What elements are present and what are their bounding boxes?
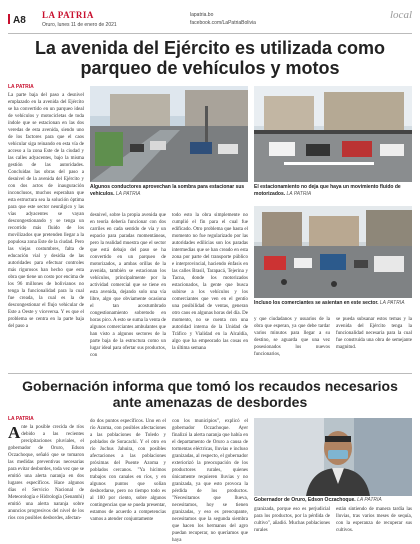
article-divider (8, 373, 412, 374)
article2-photo-governor (254, 418, 412, 496)
social-web: lapatria.bo (190, 12, 214, 18)
article1-column-4: y que ciudadanos y usuarios de la obra que esperan, ya que debe tardar varios minutos para llegar a su destino, se aguarda que una vez posesionados los nuevos funcionarios, (254, 317, 330, 357)
article1-column-3: todo esto la obra simplemente no cumplió el fin para el cual fue edificado. Otro problema que hasta el momento no fue regularizado por las autoridades edilicias son los paradas intermedias que se han creado en esta zona por parte del transporte público e interprovincial, haciendo énfasis en las calles Brasil, Tarapacá, Tejerina y Tacna, donde los motorizados estacionados, la gente que busca subirse a los vehículos y los comerciantes que ven en el gentío una posibilidad de ventas, generan otro caos en algunas horas del día. De momento, no se cuenta con una autoridad interna de la Unidad de Tráfico y Vialidad en la Alcaldía, algo que ha empeorado las cosas en la última semana (172, 213, 248, 351)
article1-column-2: desnivel, sobre la propia avenida que en teoría debería funcionar con dos carriles en cada sentido de vía y un espacio para paradas momentáneas, pero la realidad muestra que el sector que está debajo del paso se ha convertido en un parqueo de motorizados, a ambas orillas de la avenida, también se estacionan los vehículos, principalmente por la actividad comercial que se tiene en esta avenida, dejando solo una vía libre, algo que obviamente ocasiona el tan acostumbrado congestionamiento sobretodo en horas pico. A esto se suma la venta de algunos comerciantes ambulantes que han visto a algunos sectores de la parte baja de la estructura como un lugar ideal para ofertar sus productos, con (90, 213, 166, 358)
article2-byline: LA PATRIA (8, 416, 34, 422)
article1-headline: La avenida del Ejército es utilizada como parqueo de vehículos y motos (34, 38, 386, 78)
article2-column-3: con los municipios", explicó el gobernador Oczachoque. Ayer finalizó la alerta naranja que había en el departamento de Oruro a causa de tormentas eléctricas, lluvias e incluso granizadas, al respecto, el gobernador exteriorizó la preocupación de los productores rurales, quienes únicamente requieren lluvias y no granizada, ya que esto provoca la pérdida de los productos. "Necesitamos que llueva, necesitamos, hoy se tienen granizadas, y eso es preocupante, necesitamos que la segunda siembra que hacen los hermanos del agro puedan recuperar, no queríamos que haya (172, 419, 248, 543)
article1-caption-3: Incluso los comerciantes se asientan en este sector. LA PATRIA (254, 300, 405, 306)
dateline: Oruro, lunes 11 de enero de 2021 (42, 22, 117, 28)
article2-dropcap: A (8, 423, 21, 442)
article1-column-5: se pueda subsanar estos temas y la avenida del Ejército tenga la funcionalidad necesaria para la cual fue construida una obra de semejante magnitud. (336, 317, 412, 350)
social-links (190, 11, 256, 27)
page-number: A8 (8, 14, 26, 26)
article1-caption-1: Algunos conductores aprovechan la sombra para estacionar sus vehículos. LA PATRIA (90, 184, 245, 197)
article1-photo-traffic (254, 86, 412, 182)
section-label: local (390, 9, 412, 21)
article2-column-5: están sintiendo de manera tardía las lluvias, tras varios meses de sequía, con la esperanza de recuperar sus cultivos. (336, 507, 412, 533)
article1-caption-2: El estacionamiento no deja que haya un movimiento fluido de motorizados. LA PATRIA (254, 184, 401, 197)
article2-headline: Gobernación informa que tomó los recaudos necesarios ante amenazas de desbordes (22, 378, 398, 410)
article1-column-1: La parte baja del paso a desnivel emplazado en la avenida del Ejército se ha convertido en un parqueo ideal de vehículos y motocicletas de toda índole que se estacionan en las dos veredas de esta avenida, siendo uno de los factores para que el caos vehicular siga reinando en esta vía de acceso a la zona Este de la ciudad y las calles adyacentes, bajo la misma gestión de las autoridades. Concluidas las obras del paso a desnivel de la avenida del Ejército y con dos actos de inauguración inconclusos, muchos esperaban que esta estructura sea la solución óptima para que este sector neurálgico y las vías adyacentes se vayan descongestionando y se tenga un recorrido más fluido de los movilizados que pretenden llegar a la populosa zona Este de la ciudad. Pero las viejas costumbres, falta de educación vial y desidia de las autoridades para efectuar controles más rigurosos han hecho que esta obra que tiene un costo por encima de los 96 millones de bolivianos no tenga la funcionalidad para la cual fue creada, la cual es la de descongestionar el flujo vehicular de Este a Oeste y viceversa. Y es que el problema se centra en la parte baja del paso a (8, 93, 84, 329)
social-facebook: facebook.com/LaPatriaBolivia (190, 20, 256, 26)
article2-column-2: do dos puntos específicos. Uno en el río Azoma, con posibles afectaciones a las poblaciones de Toledo y poblados de Soracachi. Y el otro en río Juchus Jahuira, con posibles afectaciones a las poblaciones próximas del Puente Azoma y poblados cercanos. "Ya hicimos trabajos con canales en ríos, y en algunos puntos que solían desbordarse, pero no tiempo todo es al 100 por ciento, sobre algunos contingencias que se pueda presentar, estamos de acuerdo a competencias vamos a atender conjuntamente (90, 419, 166, 522)
article1-photo-street (90, 86, 248, 182)
masthead: LA PATRIA (42, 10, 94, 20)
article2-column-4: granizada, porque eso es perjudicial para los productos, por la pérdida de cultivo", añadió. Muchas poblaciones rurales (254, 507, 330, 533)
header-divider (8, 33, 412, 34)
article1-photo-vendors (254, 206, 412, 298)
article2-caption: Gobernador de Oruro, Edson Oczachoque. LA PATRIA (254, 497, 382, 503)
article1-byline: LA PATRIA (8, 84, 34, 90)
page-header (0, 0, 420, 40)
article2-column-1: Ante la posible crecida de ríos debido a las recientes precipitaciones pluviales, el gobernador de Oruro, Edson Oczachoque, señaló que se tomaron las medidas preventivas necesarias para evitar desbordes, toda vez que se emitió una alerta naranja en dos lugares específicos. Hace algunos días el Servicio Nacional de Meteorología e Hidrología (Senamhi) emitió una alerta naranja sobre anuncios progresivos del nivel de los ríos con posibles desbordes, afectan- (8, 423, 84, 521)
